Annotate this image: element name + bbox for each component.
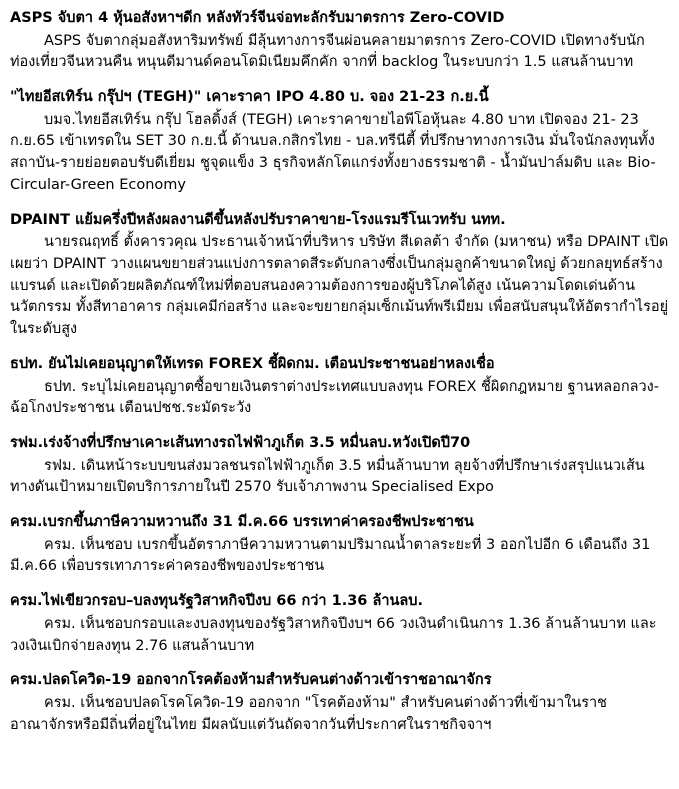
article-body: ครม. เห็นชอบปลดโรคโควิด-19 ออกจาก "โรคต้องห้าม" สำหรับคนต่างด้าวที่เข้ามาในราชอาณาจักรหรือมีถิ่นที่อยู่ในไทย มีผลนับแต่วันถัดจากวันที่ประกาศในราชกิจจาฯ: [10, 694, 608, 733]
news-article: [10, 8, 669, 74]
article-headline: DPAINT แย้มครึ่งปีหลังผลงานดีขึ้นหลังปรับราคาขาย-โรงแรมรีโนเวทรับ นทท.: [10, 211, 506, 228]
article-body: นายรณฤทธิ์ ตั้งคารวคุณ ประธานเจ้าหน้าที่บริหาร บริษัท สีเดลต้า จำกัด (มหาชน) หรือ DPAINT เปิดเผยว่า DPAINT วางแผนขยายส่วนแบ่งการตลาดสีระดับกลางซึ่งเป็นกลุ่มลูกค้าขนาดใหญ่ ด้วยกลยุทธ์สร้างแบรนด์ และเปิดด้วยผลิตภัณฑ์ใหม่ที่ตอบสนองความต้องการของผู้บริโภคได้สูง เน้นความโดดเด่นด้านนวัตกรรม ทั้งสีทาอาคาร กลุ่มเคมีก่อสร้าง และจะขยายกลุ่มเซ็กเม้นท์พรีเมียม เพื่อสนับสนุนให้อัตรากำไรอยู่ในระดับสูง: [10, 234, 669, 338]
news-article: [10, 433, 669, 499]
news-article: [10, 670, 669, 736]
article-headline: ASPS จับตา 4 หุ้นอสังหาฯดีก หลังทัวร์จีนจ่อทะลักรับมาตรการ Zero-COVID: [10, 10, 505, 26]
article-headline: ธปท. ยันไม่เคยอนุญาตให้เทรด FOREX ชี้ผิดกม. เตือนประชาชนอย่าหลงเชื่อ: [10, 355, 495, 372]
news-article: [10, 210, 669, 341]
article-headline: ครม.ปลดโควิด-19 ออกจากโรคต้องห้ามสำหรับคนต่างด้าวเข้าราชอาณาจักร: [10, 672, 492, 689]
article-body: ครม. เห็นชอบกรอบและงบลงทุนของรัฐวิสาหกิจปีงบฯ 66 วงเงินดำเนินการ 1.36 ล้านล้านบาท และวงเงินเบิกจ่ายลงทุน 2.76 แสนล้านบาท: [10, 615, 657, 654]
news-article: [10, 591, 669, 657]
news-article: [10, 354, 669, 420]
article-headline: ครม.เบรกขึ้นภาษีความหวานถึง 31 มี.ค.66 บรรเทาค่าครองชีพประชาชน: [10, 514, 474, 531]
news-article: [10, 87, 669, 197]
article-body: ธปท. ระบุไม่เคยอนุญาตซื้อขายเงินตราต่างประเทศแบบลงทุน FOREX ชี้ผิดกฎหมาย ฐานหลอกลวง-ฉ้อโกงประชาชน เตือนปชช.ระมัดระวัง: [10, 378, 659, 417]
article-body: ASPS จับตากลุ่มอสังหาริมทรัพย์ มีลุ้นทางการจีนผ่อนคลายมาตรการ Zero-COVID เปิดทางรับนักท่องเที่ยวจีนหวนคืน หนุนดีมานด์คอนโดมิเนียมคึกคัก จากที่ backlog ในระบบกว่า 1.5 แสนล้านบาท: [10, 32, 645, 71]
article-headline: รฟม.เร่งจ้างที่ปรึกษาเคาะเส้นทางรถไฟฟ้าภูเก็ต 3.5 หมื่นลบ.หวังเปิดปี70: [10, 435, 471, 452]
article-headline: ครม.ไฟเขียวกรอบ–บลงทุนรัฐวิสาหกิจปีงบ 66 กว่า 1.36 ล้านลบ.: [10, 593, 423, 610]
article-body: รฟม. เดินหน้าระบบขนส่งมวลชนรถไฟฟ้าภูเก็ต 3.5 หมื่นล้านบาท ลุยจ้างที่ปรึกษาเร่งสรุปแนวเส้นทางดันเป้าหมายเปิดบริการภายในปี 2570 รับเจ้าภาพงาน Specialised Expo: [10, 457, 645, 496]
article-body: ครม. เห็นชอบ เบรกขึ้นอัตราภาษีความหวานตามปริมาณน้ำตาลระยะที่ 3 ออกไปอีก 6 เดือนถึง 31 มี.ค.66 เพื่อบรรเทาภาระค่าครองชีพของประชาชน: [10, 536, 651, 575]
news-article: [10, 512, 669, 578]
article-body: บมจ.ไทยอีสเทิร์น กรุ๊ป โฮลดิ้งส์ (TEGH) เคาะราคาขายไอพีโอหุ้นละ 4.80 บาท เปิดจอง 21- 23 ก.ย.65 เข้าเทรดใน SET 30 ก.ย.นี้ ด้านบล.กสิกรไทย - บล.ทรีนีตี้ ที่ปรึกษาทางการเงิน มั่นใจนักลงทุนทั้งสถาบัน-รายย่อยตอบรับดีเยี่ยม ชูจุดแข็ง 3 ธุรกิจหลักโตแกร่งทั้งยางธรรมชาติ - น้ำมันปาล์มดิบ และ Bio-Circular-Green Economy: [10, 111, 656, 193]
article-headline: "ไทยอีสเทิร์น กรุ๊ปฯ (TEGH)" เคาะราคา IPO 4.80 บ. จอง 21-23 ก.ย.นี้: [10, 89, 489, 106]
